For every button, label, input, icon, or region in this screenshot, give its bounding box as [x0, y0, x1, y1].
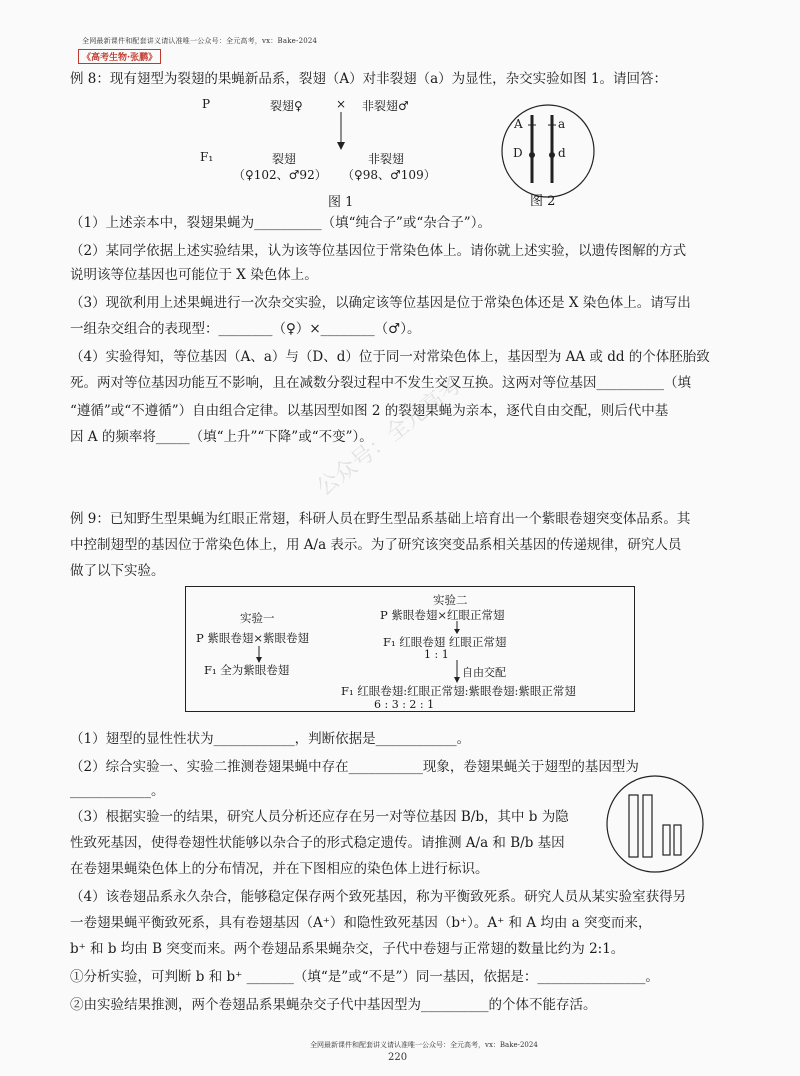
exp2-f2: F₁ 红眼卷翅:红眼正常翅:紫眼卷翅:紫眼正常翅 — [341, 684, 576, 698]
ex8-intro: 例 8：现有翅型为裂翅的果蝇新品系，裂翅（A）对非裂翅（a）为显性，杂交实验如图 1。请回答： — [70, 71, 668, 87]
exp2-f1-ratio: 1 : 1 — [424, 648, 449, 661]
exp2-title: 实验二 — [433, 593, 468, 607]
fig2-gene-d: d — [558, 146, 566, 160]
fig2-caption: 图 2 — [530, 194, 556, 209]
fig1-caption: 图 1 — [328, 195, 354, 210]
ex8-q2b: 说明该等位基因也可能位于 X 染色体上。 — [70, 267, 318, 283]
ex8-q3b: 一组杂交组合的表现型：________（♀）×________（♂）。 — [70, 321, 421, 337]
ex9-q4a: （4）该卷翅品系永久杂合，能够稳定保存两个致死基因，称为平衡致死系。研究人员从某实验室获得另 — [70, 889, 687, 905]
exp2-f2-ratio: 6 : 3 : 2 : 1 — [374, 698, 435, 711]
exp1-title: 实验一 — [240, 611, 275, 625]
exp2-self: 自由交配 — [462, 666, 506, 679]
exp2-p: P 紫眼卷翅×红眼正常翅 — [380, 608, 505, 622]
exp1-f1: F₁ 全为紫眼卷翅 — [204, 663, 290, 677]
ex9-q4d: ①分析实验，可判断 b 和 b⁺ _______（填“是”或“不是”）同一基因，依据是：________________。 — [70, 969, 659, 985]
ex8-q4a: （4）实验得知，等位基因（A、a）与（D、d）位于同一对常染色体上，基因型为 AA 或 dd 的个体胚胎致 — [70, 349, 710, 365]
ex8-q3a: （3）现欲利用上述果蝇进行一次杂交实验，以确定该等位基因是位于常染色体还是 X 染色体上。请写出 — [70, 295, 691, 311]
header-notice: 全网最新课件和配套讲义请认准唯一公众号：全元高考，vx：Bake-2024 — [82, 37, 318, 45]
ex9-q1: （1）翅型的显性性状为____________，判断依据是____________。 — [70, 731, 471, 747]
fig1-p-left: 裂翅♀ — [270, 99, 303, 113]
ex9-q2a: （2）综合实验一、实验二推测卷翅果蝇中存在___________现象，卷翅果蝇关于翅型的基因型为 — [70, 759, 639, 775]
fig1-f1-right-counts: （♀98、♂109） — [342, 168, 436, 182]
ex8-q4b: 死。两对等位基因功能互不影响，且在减数分裂过程中不发生交叉互换。这两对等位基因__________（填 — [70, 375, 691, 391]
header-tag: 《高考生物·张鹏》 — [78, 49, 161, 64]
exp1-p: P 紫眼卷翅×紫眼卷翅 — [196, 631, 310, 645]
fig1-p-label: P — [202, 97, 211, 111]
fig1-f1-label: F₁ — [200, 150, 214, 164]
fig2-gene-a: a — [558, 117, 566, 131]
ex9-q3b: 性致死基因，使得卷翅性状能够以杂合子的形式稳定遗传。请推测 A/a 和 B/b 基因 — [70, 835, 565, 851]
fig2-gene-D: D — [513, 146, 523, 160]
exp2-f1: F₁ 红眼卷翅 红眼正常翅 — [383, 635, 507, 649]
page-number: 220 — [388, 1052, 408, 1063]
ex9-q4e: ②由实验结果推测，两个卷翅品系果蝇杂交子代中基因型为__________的个体不能存活。 — [70, 997, 597, 1013]
fig1-f1-right: 非裂翅 — [368, 152, 405, 166]
ex8-q4c: “遵循”或“不遵循”）自由组合定律。以基因型如图 2 的裂翅果蝇为亲本，逐代自由交配，则后代中基 — [70, 403, 669, 419]
ex9-intro-a: 例 9：已知野生型果蝇为红眼正常翅，科研人员在野生型品系基础上培育出一个紫眼卷翅突变体品系。其 — [70, 511, 691, 527]
ex8-q1: （1）上述亲本中，裂翅果蝇为__________（填“纯合子”或“杂合子”）。 — [70, 215, 491, 231]
ex8-q4d: 因 A 的频率将_____（填“上升”“下降”或“不变”）。 — [70, 429, 373, 445]
ex9-intro-c: 做了以下实验。 — [70, 563, 165, 579]
fig2-gene-A: A — [514, 117, 523, 131]
ex8-q2a: （2）某同学依据上述实验结果，认为该等位基因位于常染色体上。请你就上述实验，以遗传图解的方式 — [70, 243, 687, 259]
footer-notice: 全网最新课件和配套讲义请认准唯一公众号：全元高考，vx：Bake-2024 — [310, 1041, 538, 1049]
ex9-intro-b: 中控制翅型的基因位于常染色体上，用 A/a 表示。为了研究该突变品系相关基因的传递规律，研究人员 — [70, 537, 682, 553]
watermark: 公众号：全元高考 — [312, 373, 467, 502]
ex9-q3c: 在卷翅果蝇染色体上的分布情况，并在下图相应的染色体上进行标识。 — [70, 861, 489, 877]
fig1-cross: × — [336, 97, 347, 111]
exp2-arrow-1 — [452, 621, 462, 635]
ex9-q3a: （3）根据实验一的结果，研究人员分析还应存在另一对等位基因 B/b，其中 b 为隐 — [70, 809, 569, 825]
ex9-q4c: b⁺ 和 b 均由 B 突变而来。两个卷翅品系果蝇杂交，子代中卷翅与正常翅的数量比约为 2:1。 — [70, 941, 625, 957]
ex9-q4b: 一卷翅果蝇平衡致死系，具有卷翅基因（A⁺）和隐性致死基因（b⁺）。A⁺ 和 A 均由 a 突变而来， — [70, 915, 652, 931]
fig1-f1-left-counts: （♀102、♂92） — [233, 168, 327, 182]
fig1-arrow — [335, 112, 347, 152]
chromosome-diagram — [605, 773, 705, 875]
exp2-arrow-2 — [452, 660, 462, 684]
fig1-f1-left: 裂翅 — [272, 152, 297, 166]
ex9-q2b: ____________。 — [70, 783, 165, 799]
fig1-p-right: 非裂翅♂ — [362, 99, 409, 113]
